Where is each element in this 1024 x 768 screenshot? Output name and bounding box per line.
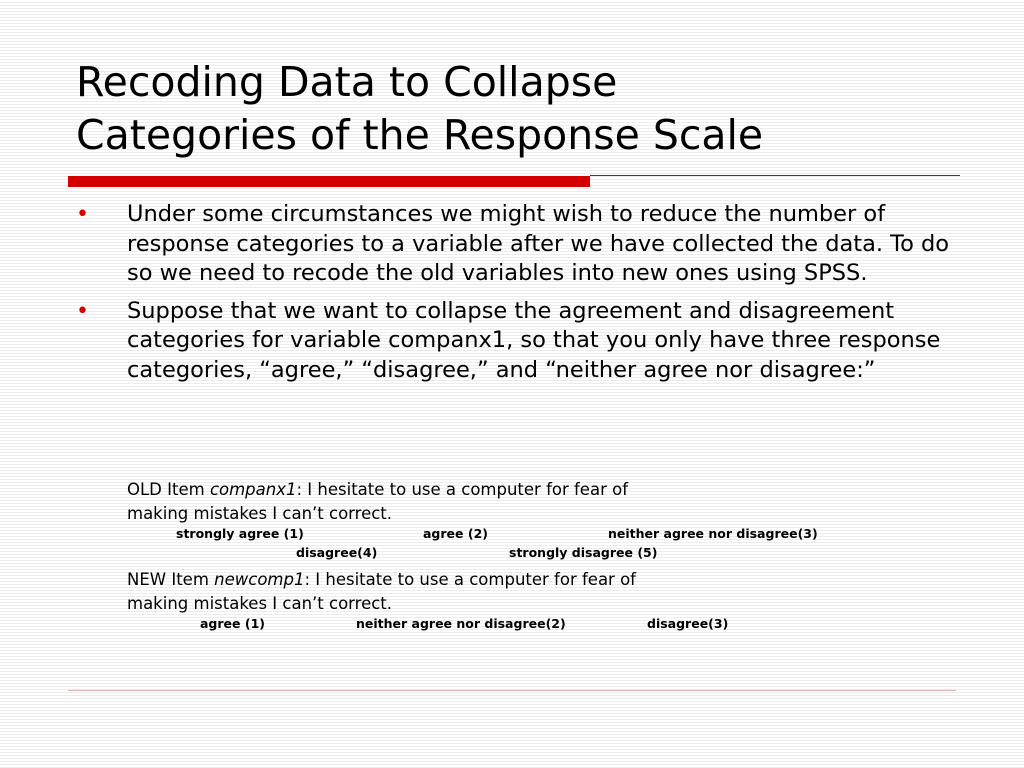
old-item-question-text: : I hesitate to use a computer for fear of — [296, 480, 629, 499]
bullet-text: Under some circumstances we might wish to reduce the number of response categories to a variable after we have collected the data. To do so we need to recode the old variables into new ones using SPSS. — [127, 201, 950, 286]
new-item-question-text: : I hesitate to use a computer for fear of — [304, 570, 636, 589]
old-item-block — [127, 478, 987, 564]
bullet-item — [76, 200, 956, 289]
title-underline-bar — [68, 176, 590, 187]
bullet-text: Suppose that we want to collapse the agreement and disagreement categories for variable companx1, so that you only have three response categories, “agree,” “disagree,” and “neither agree nor disagree:” — [127, 297, 941, 383]
new-scale-option: neither agree nor disagree(2) — [356, 616, 566, 631]
old-scale-option: neither agree nor disagree(3) — [608, 526, 818, 541]
old-scale-option: agree (2) — [423, 526, 488, 541]
old-item-question — [127, 478, 987, 502]
old-item-variable-name: companx1 — [209, 480, 297, 499]
new-item-prefix: NEW Item — [127, 570, 215, 589]
old-item-prefix: OLD Item — [127, 480, 210, 499]
bullet-dot-icon: • — [76, 202, 89, 227]
old-item-question-line-2: making mistakes I can’t correct. — [127, 504, 393, 523]
slide-title — [76, 56, 976, 162]
bullet-item — [76, 297, 956, 386]
footer-divider — [68, 690, 956, 691]
new-item-variable-name: newcomp1 — [214, 570, 305, 589]
old-item-scale-row-1 — [127, 526, 987, 545]
old-item-scale-row-2 — [127, 545, 987, 564]
bullet-list — [76, 200, 956, 393]
slide-title-line-1: Recoding Data to Collapse — [76, 58, 618, 106]
slide-title-line-2: Categories of the Response Scale — [76, 111, 764, 159]
old-scale-option: disagree(4) — [296, 545, 378, 560]
old-scale-option: strongly agree (1) — [176, 526, 304, 541]
bullet-dot-icon: • — [76, 298, 89, 324]
new-item-question-line-2: making mistakes I can’t correct. — [127, 594, 393, 613]
new-scale-option: agree (1) — [200, 616, 265, 631]
new-item-block — [127, 568, 987, 635]
old-scale-option: strongly disagree (5) — [509, 545, 658, 560]
new-item-scale-row — [127, 616, 987, 635]
new-scale-option: disagree(3) — [647, 616, 729, 631]
title-underline-line — [590, 175, 960, 176]
new-item-question — [127, 568, 987, 592]
